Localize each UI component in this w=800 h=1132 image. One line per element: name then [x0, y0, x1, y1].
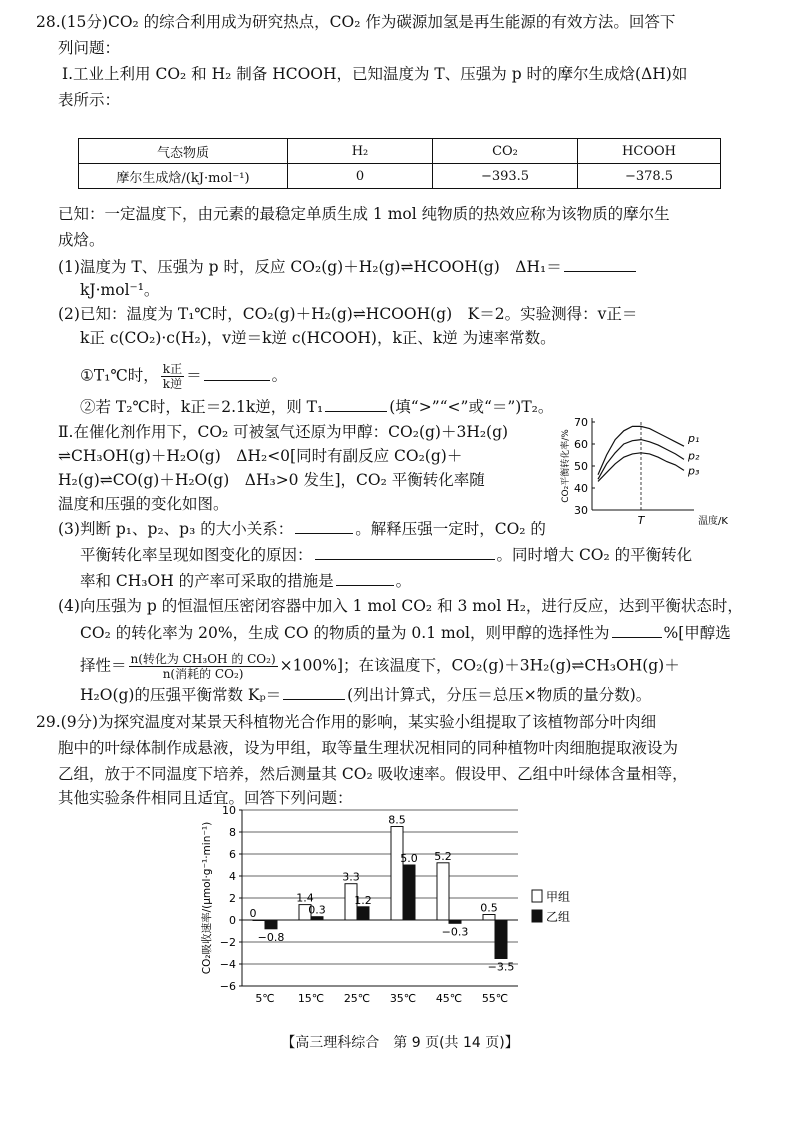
note-line2: 成焓。 [58, 231, 105, 249]
y-tick-label: 40 [574, 482, 588, 495]
y-tick-label: 8 [229, 826, 236, 839]
q3-text-d: 。同时增大 CO₂ 的平衡转化 [496, 546, 693, 564]
x-tick-label: 55℃ [481, 992, 509, 1005]
q3-line1 [58, 518, 546, 539]
data-label: 1.2 [354, 893, 372, 907]
x-tick-label: 15℃ [297, 992, 325, 1005]
q2-sub1-eq: ＝ [186, 366, 202, 385]
y-tick-label: 10 [222, 804, 236, 817]
q4-line1: (4)向压强为 p 的恒温恒压密闭容器中加入 1 mol CO₂ 和 3 mol H₂，进行反应，达到平衡状态时， [58, 597, 743, 615]
legend-swatch-2 [532, 910, 542, 922]
table-header-row [79, 139, 721, 164]
data-label: 0 [249, 907, 257, 920]
fraction-denominator: n(消耗的 CO₂) [162, 667, 244, 681]
x-tick-label: 35℃ [389, 992, 417, 1005]
y-tick-label: 0 [229, 914, 236, 927]
bar-group-b-3 [357, 907, 369, 920]
data-label: 5.0 [400, 852, 418, 865]
fraction-numerator: k正 [162, 362, 183, 376]
y-tick-label: 50 [574, 460, 588, 473]
bar-group-b-1 [265, 920, 277, 929]
y-tick-label: 60 [574, 438, 588, 451]
series-label-3: p₃ [688, 464, 700, 478]
table-cell: 0 [288, 164, 433, 189]
series-label-1: p₁ [688, 432, 700, 446]
data-label: 5.2 [434, 849, 452, 863]
bar-group-a-5 [437, 863, 449, 920]
rate-constant-fraction [161, 362, 184, 391]
selectivity-fraction [129, 652, 278, 681]
data-label: −0.8 [257, 930, 285, 944]
q2-sub1-end: 。 [271, 366, 288, 385]
q3-text-f: 。 [395, 572, 412, 590]
x-tick-label: 45℃ [435, 992, 463, 1005]
y-tick-label: −2 [219, 936, 236, 949]
legend-swatch-1 [532, 890, 542, 902]
part2-line1: Ⅱ.在催化剂作用下，CO₂ 可被氢气还原为甲醇：CO₂(g)＋3H₂(g) [58, 423, 509, 441]
q4-text-b: %[甲醇选 [663, 624, 731, 642]
table-cell: −378.5 [578, 164, 721, 189]
data-label: −0.3 [441, 925, 469, 939]
data-label: 8.5 [388, 813, 406, 827]
page-footer: 【高三理科综合 第 9 页(共 14 页)】 [281, 1035, 519, 1051]
co2-uptake-bar-chart [190, 800, 610, 1012]
q3-text-b: 。解释压强一定时，CO₂ 的 [355, 520, 546, 538]
enthalpy-table [78, 138, 721, 189]
q3-line3 [80, 570, 411, 591]
q2-sub2-text-a: ②若 T₂℃时，k正＝2.1k逆，则 T₁ [80, 398, 324, 416]
bar-group-b-5 [449, 920, 461, 923]
y-tick-label: −4 [219, 958, 236, 971]
conversion-line-chart [540, 410, 732, 536]
y-tick-label: 70 [574, 416, 588, 429]
q4-text-c: 择性＝ [80, 656, 127, 675]
answer-blank[interactable] [325, 396, 387, 412]
q1-line1 [58, 256, 638, 277]
answer-blank[interactable] [204, 365, 270, 381]
part2-line2: ⇌CH₃OH(g)＋H₂O(g) ΔH₂<0[同时有副反应 CO₂(g)＋ [58, 447, 463, 465]
y-tick-label: 6 [229, 848, 236, 861]
data-label: 0.5 [480, 901, 498, 915]
q1-line2: kJ·mol⁻¹。 [80, 281, 160, 299]
data-label: −3.5 [487, 960, 515, 974]
y-axis-label: CO₂平衡转化率/% [561, 429, 571, 503]
answer-blank[interactable] [564, 256, 636, 272]
temperature-marker-label: T [637, 514, 645, 527]
table-header-cell: HCOOH [578, 139, 721, 164]
x-tick-label: 5℃ [255, 992, 275, 1005]
bar-group-b-2 [311, 917, 323, 920]
y-tick-label: −6 [219, 980, 236, 993]
legend-label-1: 甲组 [546, 890, 571, 904]
x-axis-label: 温度/K [698, 516, 728, 527]
q2-sub2-text-b: (填“>”“<”或“＝”)T₂。 [389, 398, 554, 416]
x-tick-label: 25℃ [343, 992, 371, 1005]
y-tick-label: 4 [229, 870, 236, 883]
q3-line2 [80, 544, 692, 565]
q1-text: (1)温度为 T、压强为 p 时，反应 CO₂(g)＋H₂(g)⇌HCOOH(g) ΔH₁＝ [58, 258, 562, 276]
part1-intro2: 表所示： [58, 91, 121, 109]
bar-group-a-4 [391, 827, 403, 921]
table-header-cell: CO₂ [433, 139, 578, 164]
q4-text-e: H₂O(g)的压强平衡常数 Kₚ＝ [80, 686, 282, 704]
q2-sub1 [80, 362, 287, 391]
q4-line3 [80, 652, 680, 681]
bar-group-b-4 [403, 865, 415, 920]
part1-intro1: Ⅰ.工业上利用 CO₂ 和 H₂ 制备 HCOOH，已知温度为 T、压强为 p 时的摩尔生成焓(ΔH)如 [62, 65, 688, 83]
q2-sub1-prefix: ①T₁℃时， [80, 366, 159, 385]
q4-line2 [80, 622, 731, 643]
table-cell: −393.5 [433, 164, 578, 189]
bar-group-a-1 [253, 920, 265, 921]
y-tick-label: 2 [229, 892, 236, 905]
table-row [79, 164, 721, 189]
y-axis-label: CO₂吸收速率/(μmol·g⁻¹·min⁻¹) [201, 821, 213, 975]
table-row-label: 摩尔生成焓/(kJ·mol⁻¹) [79, 164, 288, 189]
q29-line4: 其他实验条件相同且适宜。回答下列问题： [58, 789, 353, 807]
bar-group-a-6 [483, 915, 495, 921]
answer-blank[interactable] [295, 518, 353, 534]
q3-text-c: 平衡转化率呈现如图变化的原因： [80, 546, 313, 564]
q4-text-d: ×100%]；在该温度下，CO₂(g)＋3H₂(g)⇌CH₃OH(g)＋ [279, 656, 680, 675]
q28-line2: 列问题： [58, 39, 121, 57]
q29-line2: 胞中的叶绿体制作成悬液，设为甲组，取等量生理状况相同的同种植物叶肉细胞提取液设为 [58, 739, 679, 757]
q2-sub2 [80, 396, 553, 417]
fraction-numerator: n(转化为 CH₃OH 的 CO₂) [130, 652, 276, 666]
data-label: 0.3 [308, 903, 326, 917]
bar-group-b-6 [495, 920, 507, 959]
answer-blank[interactable] [315, 544, 495, 560]
part2-line3: H₂(g)⇌CO(g)＋H₂O(g) ΔH₃>0 发生]，CO₂ 平衡转化率随 [58, 471, 485, 489]
q3-text-e: 率和 CH₃OH 的产率可采取的措施是 [80, 572, 334, 590]
q2-line1: (2)已知：温度为 T₁℃时，CO₂(g)＋H₂(g)⇌HCOOH(g) K＝2。实验测得：v正＝ [58, 305, 638, 323]
q29-line3: 乙组，放于不同温度下培养，然后测量其 CO₂ 吸收速率。假设甲、乙组中叶绿体含量相等， [58, 765, 688, 783]
answer-blank[interactable] [283, 684, 345, 700]
q4-text-f: (列出计算式，分压＝总压×物质的量分数)。 [347, 686, 652, 704]
q4-line4 [80, 684, 651, 705]
series-label-2: p₂ [688, 449, 700, 463]
data-label: 1.4 [296, 891, 314, 905]
answer-blank[interactable] [612, 622, 662, 638]
q3-text-a: (3)判断 p₁、p₂、p₃ 的大小关系： [58, 520, 294, 538]
q2-line2: k正 c(CO₂)·c(H₂)，v逆＝k逆 c(HCOOH)，k正、k逆 为速率常数。 [80, 329, 556, 347]
table-header-cell: 气态物质 [79, 139, 288, 164]
data-label: 3.3 [342, 870, 360, 884]
answer-blank[interactable] [336, 570, 394, 586]
note-line1: 已知：一定温度下，由元素的最稳定单质生成 1 mol 纯物质的热效应称为该物质的摩尔生 [58, 205, 670, 223]
fraction-denominator: k逆 [162, 377, 183, 391]
q4-text-a: CO₂ 的转化率为 20%，生成 CO 的物质的量为 0.1 mol，则甲醇的选择性为 [80, 624, 610, 642]
table-header-cell: H₂ [288, 139, 433, 164]
q29-line1: 29.(9分)为探究温度对某景天科植物光合作用的影响，某实验小组提取了该植物部分叶肉细 [36, 713, 657, 731]
part2-line4: 温度和压强的变化如图。 [58, 495, 229, 513]
y-tick-label: 30 [574, 504, 588, 517]
q28-line1: 28.(15分)CO₂ 的综合利用成为研究热点，CO₂ 作为碳源加氢是再生能源的有效方法。回答下 [36, 13, 676, 31]
legend-label-2: 乙组 [546, 910, 571, 924]
